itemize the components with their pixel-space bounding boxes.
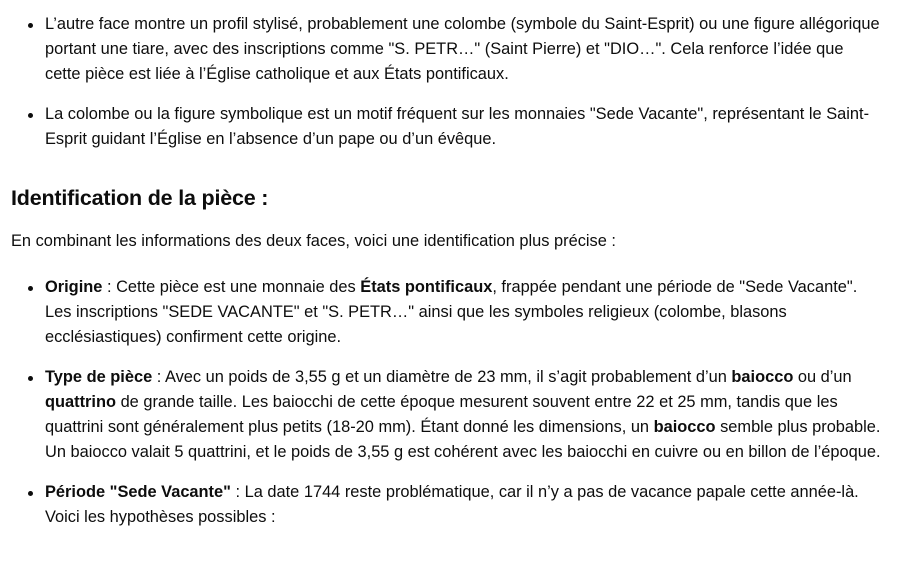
origine-bold-1: États pontificaux bbox=[360, 278, 493, 296]
list-item-text: L’autre face montre un profil stylisé, probablement une colombe (symbole du Saint-Esprit) ou une figure allégorique portant une tiare, avec des inscriptions comme "S. PETR…" (Saint Pierre) et "DIO…". Cela renforce l’idée que cette pièce est liée à l’Église catholique et aux États pontificaux. bbox=[45, 15, 880, 83]
type-text-4: semble plus probable. Un baiocco valait 5 quattrini, et le poids de 3,55 g est cohérent avec les baiocchi en cuivre ou en billon de l’époque. bbox=[45, 418, 881, 461]
list-item-periode bbox=[11, 480, 883, 530]
list-item-origine bbox=[11, 275, 883, 350]
section-heading: Identification de la pièce : bbox=[11, 186, 269, 210]
origine-text-2: , frappée pendant une période de "Sede Vacante". Les inscriptions "SEDE VACANTE" et "S. PETR…" ainsi que les symboles religieux (colombe, blasons ecclésiastiques) confirment cette origine. bbox=[45, 278, 858, 346]
list-item-type bbox=[11, 365, 883, 465]
origine-label: Origine bbox=[45, 278, 103, 296]
type-text-3: de grande taille. Les baiocchi de cette époque mesurent souvent entre 22 et 25 mm, tandis que les quattrini sont généralement plus petits (18-20 mm). Étant donné les dimensions, un bbox=[45, 393, 838, 436]
list-item bbox=[11, 12, 883, 87]
periode-text-1: La date 1744 reste problématique, car il n’y a pas de vacance papale cette année-là. Voici les hypothèses possibles : bbox=[45, 483, 859, 526]
type-bold-1: baiocco bbox=[731, 368, 794, 386]
type-text-2: ou d’un bbox=[793, 368, 852, 386]
separator: : bbox=[102, 278, 117, 296]
separator: : bbox=[152, 368, 165, 386]
list-item bbox=[11, 102, 883, 152]
type-text-1: Avec un poids de 3,55 g et un diamètre de 23 mm, il s’agit probablement d’un bbox=[164, 368, 732, 386]
separator: : bbox=[230, 483, 245, 501]
type-bold-2: quattrino bbox=[45, 393, 117, 411]
intro-paragraph: En combinant les informations des deux faces, voici une identification plus précise : bbox=[11, 232, 616, 250]
bullet-list-top bbox=[11, 12, 883, 152]
periode-label: Période "Sede Vacante" bbox=[45, 483, 231, 501]
origine-text-1: Cette pièce est une monnaie des bbox=[116, 278, 361, 296]
identification-list bbox=[11, 275, 883, 530]
list-item-text: La colombe ou la figure symbolique est un motif fréquent sur les monnaies "Sede Vacante", représentant le Saint-Esprit guidant l’Église en l’absence d’un pape ou d’un évêque. bbox=[45, 105, 870, 148]
type-bold-3: baiocco bbox=[653, 418, 716, 436]
type-label: Type de pièce bbox=[45, 368, 153, 386]
